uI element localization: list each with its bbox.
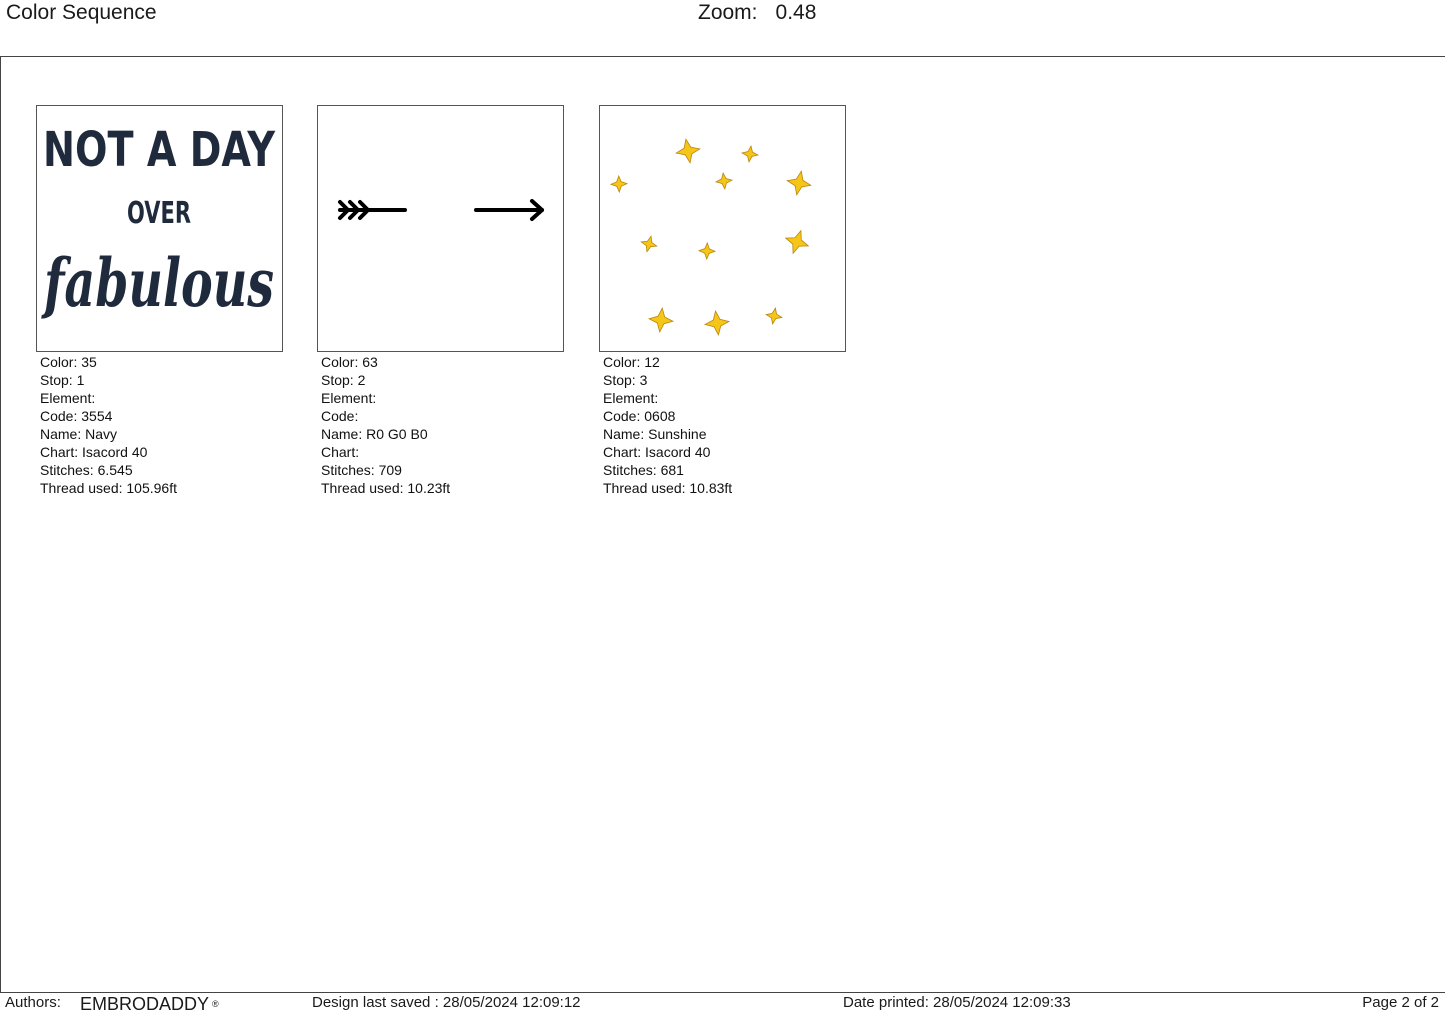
swatch-art-navy-text	[37, 106, 282, 351]
swatch-art-stars	[600, 106, 845, 351]
star-icon	[611, 176, 628, 193]
swatch-info-2	[321, 353, 450, 497]
star-icon	[765, 307, 784, 326]
swatch-info-3	[603, 353, 732, 497]
swatch-art-arrows	[318, 106, 563, 351]
info-chart: Chart: Isacord 40	[40, 444, 148, 460]
info-name: Name: R0 G0 B0	[321, 426, 428, 442]
info-thread: Thread used: 10.23ft	[321, 480, 451, 496]
swatch-preview-3	[599, 105, 846, 352]
authors-label: Authors:	[5, 994, 61, 1011]
page-number: Page 2 of 2	[1362, 994, 1439, 1011]
info-code: Code: 3554	[40, 408, 113, 424]
info-code: Code:	[321, 408, 359, 424]
info-stop: Stop: 2	[321, 372, 366, 388]
star-icon	[715, 172, 733, 190]
info-thread: Thread used: 10.83ft	[603, 480, 733, 496]
star-icon	[741, 145, 759, 163]
info-element: Element:	[40, 390, 96, 406]
info-color: Color: 35	[40, 354, 97, 370]
info-color: Color: 12	[603, 354, 660, 370]
art-text-line-3: fabulous	[41, 244, 274, 322]
info-element: Element:	[321, 390, 377, 406]
swatch-preview-1	[36, 105, 283, 352]
arrow-right-icon	[476, 201, 542, 219]
info-stop: Stop: 1	[40, 372, 85, 388]
info-name: Name: Sunshine	[603, 426, 707, 442]
zoom-label: Zoom:	[698, 1, 758, 24]
art-text-line-1: NOT A DAY	[43, 122, 276, 178]
art-text-line-2: OVER	[127, 196, 191, 231]
swatch-info-1	[40, 353, 177, 497]
page-footer	[0, 993, 1445, 1017]
info-stop: Stop: 3	[603, 372, 648, 388]
info-element: Element:	[603, 390, 659, 406]
star-icon	[704, 310, 731, 337]
design-last-saved: Design last saved : 28/05/2024 12:09:12	[312, 994, 581, 1011]
date-printed: Date printed: 28/05/2024 12:09:33	[843, 994, 1071, 1011]
feather-arrow-icon	[340, 202, 405, 218]
zoom-readout	[698, 0, 816, 26]
star-icon	[674, 137, 702, 165]
star-icon	[699, 243, 716, 260]
info-stitches: Stitches: 709	[321, 462, 402, 478]
registered-mark: ®	[212, 999, 219, 1009]
star-icon	[639, 234, 659, 254]
info-code: Code: 0608	[603, 408, 676, 424]
info-chart: Chart: Isacord 40	[603, 444, 711, 460]
star-icon	[785, 169, 813, 197]
info-color: Color: 63	[321, 354, 378, 370]
info-name: Name: Navy	[40, 426, 118, 442]
zoom-value: 0.48	[775, 1, 817, 24]
page-title: Color Sequence	[6, 1, 157, 24]
authors-value	[80, 994, 219, 1014]
info-stitches: Stitches: 6.545	[40, 462, 133, 478]
star-icon	[782, 227, 813, 258]
info-stitches: Stitches: 681	[603, 462, 684, 478]
authors-name: EMBRODADDY	[80, 994, 210, 1014]
info-chart: Chart:	[321, 444, 360, 460]
info-thread: Thread used: 105.96ft	[40, 480, 177, 496]
star-icon	[648, 307, 674, 333]
swatch-preview-2	[317, 105, 564, 352]
